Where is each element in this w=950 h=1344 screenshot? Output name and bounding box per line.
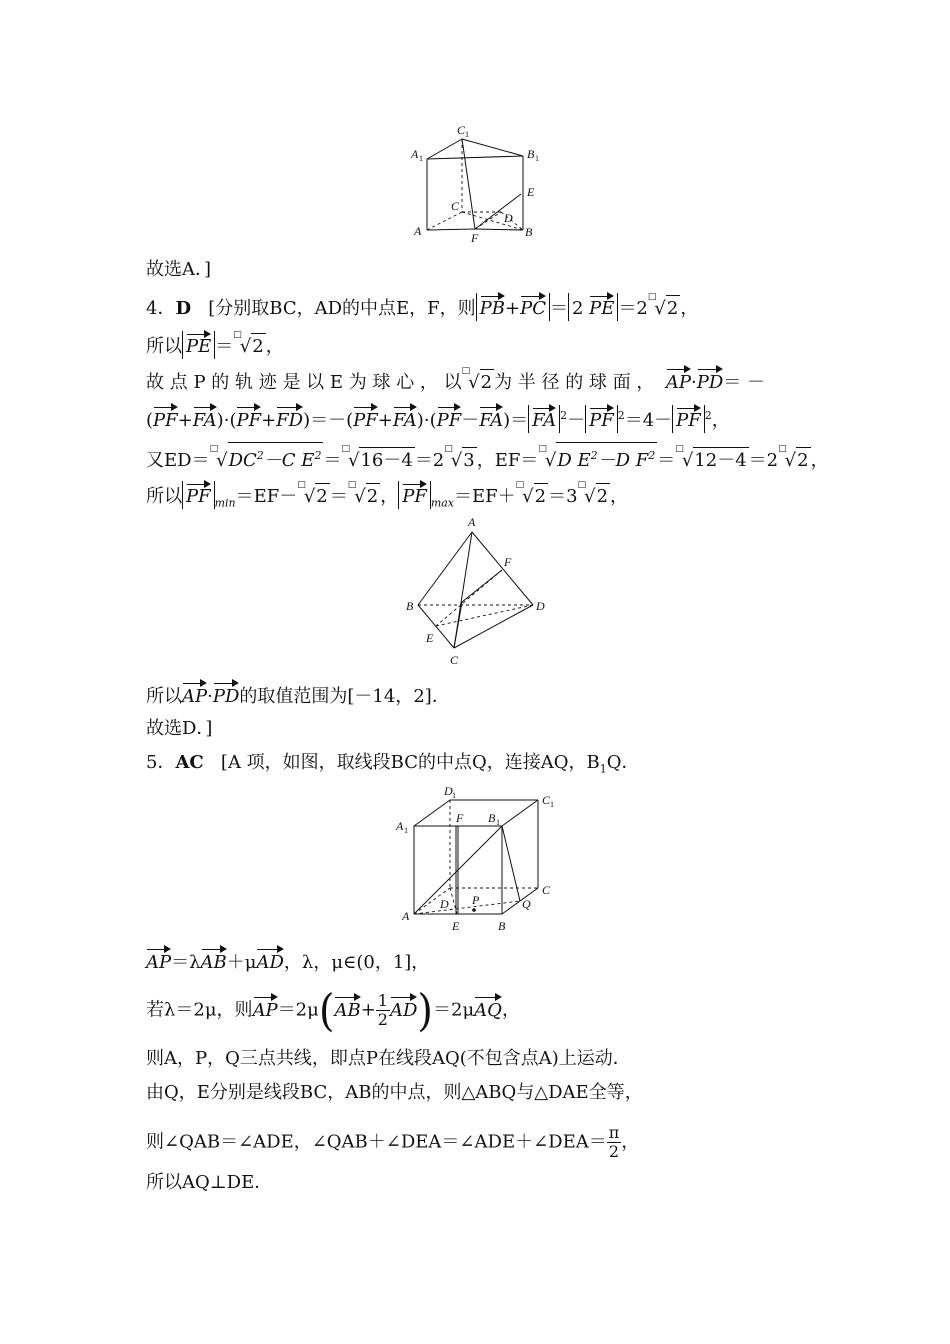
line-angles: 则∠QAB＝∠ADE，∠QAB＋∠DEA＝∠ADE＋∠DEA＝ $\frac{\pi}{2}$ ，	[146, 1123, 640, 1161]
line-congruent: 由Q，E分别是线段BC，AB的中点，则△ABQ与△DAE全等，	[146, 1082, 643, 1103]
label-A: A	[402, 909, 410, 923]
line-problem-5: 5．AC [A 项，如图，取线段BC的中点Q，连接AQ，$B_1Q$．	[146, 752, 640, 776]
label-B1-sub: 1	[535, 154, 539, 163]
prism-figure	[405, 122, 555, 244]
label-E: E	[452, 919, 460, 933]
line-perpendicular: 所以AQ⊥DE．	[146, 1172, 273, 1193]
label-A: A	[468, 515, 476, 529]
line-AP-decomp: AP＝λAB＋μAD，λ，μ∈(0，1]，	[146, 946, 429, 976]
label-D1: D	[444, 786, 453, 798]
line-ED-EF: 又$ED=^□√DC^2-C$ $E^2 =^□√16-4 =2^□√3$ ，EF＝□√D $E^2-D$ $F^2 =^□√12-4 =2^□√2$ ，	[146, 442, 829, 474]
label-E: E	[426, 631, 434, 645]
label-B: B	[498, 919, 506, 933]
label-E: E	[527, 185, 535, 199]
label-Q: Q	[522, 897, 531, 911]
label-C: C	[542, 883, 551, 897]
label-C1-sub: 1	[465, 130, 469, 139]
label-C1-sub: 1	[550, 800, 554, 809]
label-A1-sub: 1	[419, 154, 423, 163]
cube-figure	[394, 786, 564, 936]
label-D: D	[536, 599, 545, 613]
tetrahedron-figure	[398, 514, 558, 674]
label-C1: C	[542, 793, 551, 807]
label-F: F	[456, 811, 464, 825]
label-C: C	[450, 653, 459, 667]
line-locus: 故 点 P 的 轨 迹 是 以 E 为 球 心 ， 以□√2 为 半 径 的 球 面 ， AP·PD＝ －	[146, 366, 765, 396]
label-B1-sub: 1	[496, 818, 500, 827]
label-C1: C	[457, 123, 466, 137]
line-problem-4: 4．D [分别取BC，AD的中点E，F，则 PB+PC ＝ 2 PE ＝2□√2 ，	[146, 292, 698, 322]
line-collinear: 则A，P，Q三点共线，即点P在线段AQ(不包含点A)上运动．	[146, 1048, 631, 1069]
label-B1: B	[488, 811, 496, 825]
label-A: A	[414, 224, 422, 238]
label-F: F	[471, 231, 479, 244]
label-B: B	[525, 225, 533, 239]
label-F: F	[504, 555, 512, 569]
line-min-max: 所以 PF $_{min}$＝EF－□√2 ＝□√2 ， PF $_{max}$＝EF＋□√2 ＝3□√2 ，	[146, 480, 629, 510]
line-choose-D: 故选D．]	[146, 718, 213, 739]
label-B1: B	[527, 147, 535, 161]
line-abs-PE: 所以 PE ＝□√2 ，	[146, 330, 284, 360]
label-P: P	[472, 893, 480, 907]
line-dot-expansion: (PF+FA)·(PF+FD)＝－(PF+FA)·(PF－FA)＝ FA $^2$－ PF $^2$＝4－ PF $^2$，	[146, 403, 730, 434]
label-C: C	[451, 199, 460, 213]
label-B: B	[406, 599, 414, 613]
line-lambda-mu: 若λ＝2μ，则AP＝2μ(AB+ $\frac{1}{2}$ AD)＝2μAQ，	[146, 985, 520, 1036]
label-D: D	[504, 211, 513, 225]
label-A1: A	[396, 819, 404, 833]
label-A1: A	[411, 147, 419, 161]
label-D: D	[440, 897, 449, 911]
line-choose-A: 故选A．]	[146, 259, 212, 280]
label-D1-sub: 1	[452, 791, 456, 800]
line-range: 所以AP·PD的取值范围为[－14，2]．	[146, 680, 450, 710]
label-A1-sub: 1	[404, 826, 408, 835]
